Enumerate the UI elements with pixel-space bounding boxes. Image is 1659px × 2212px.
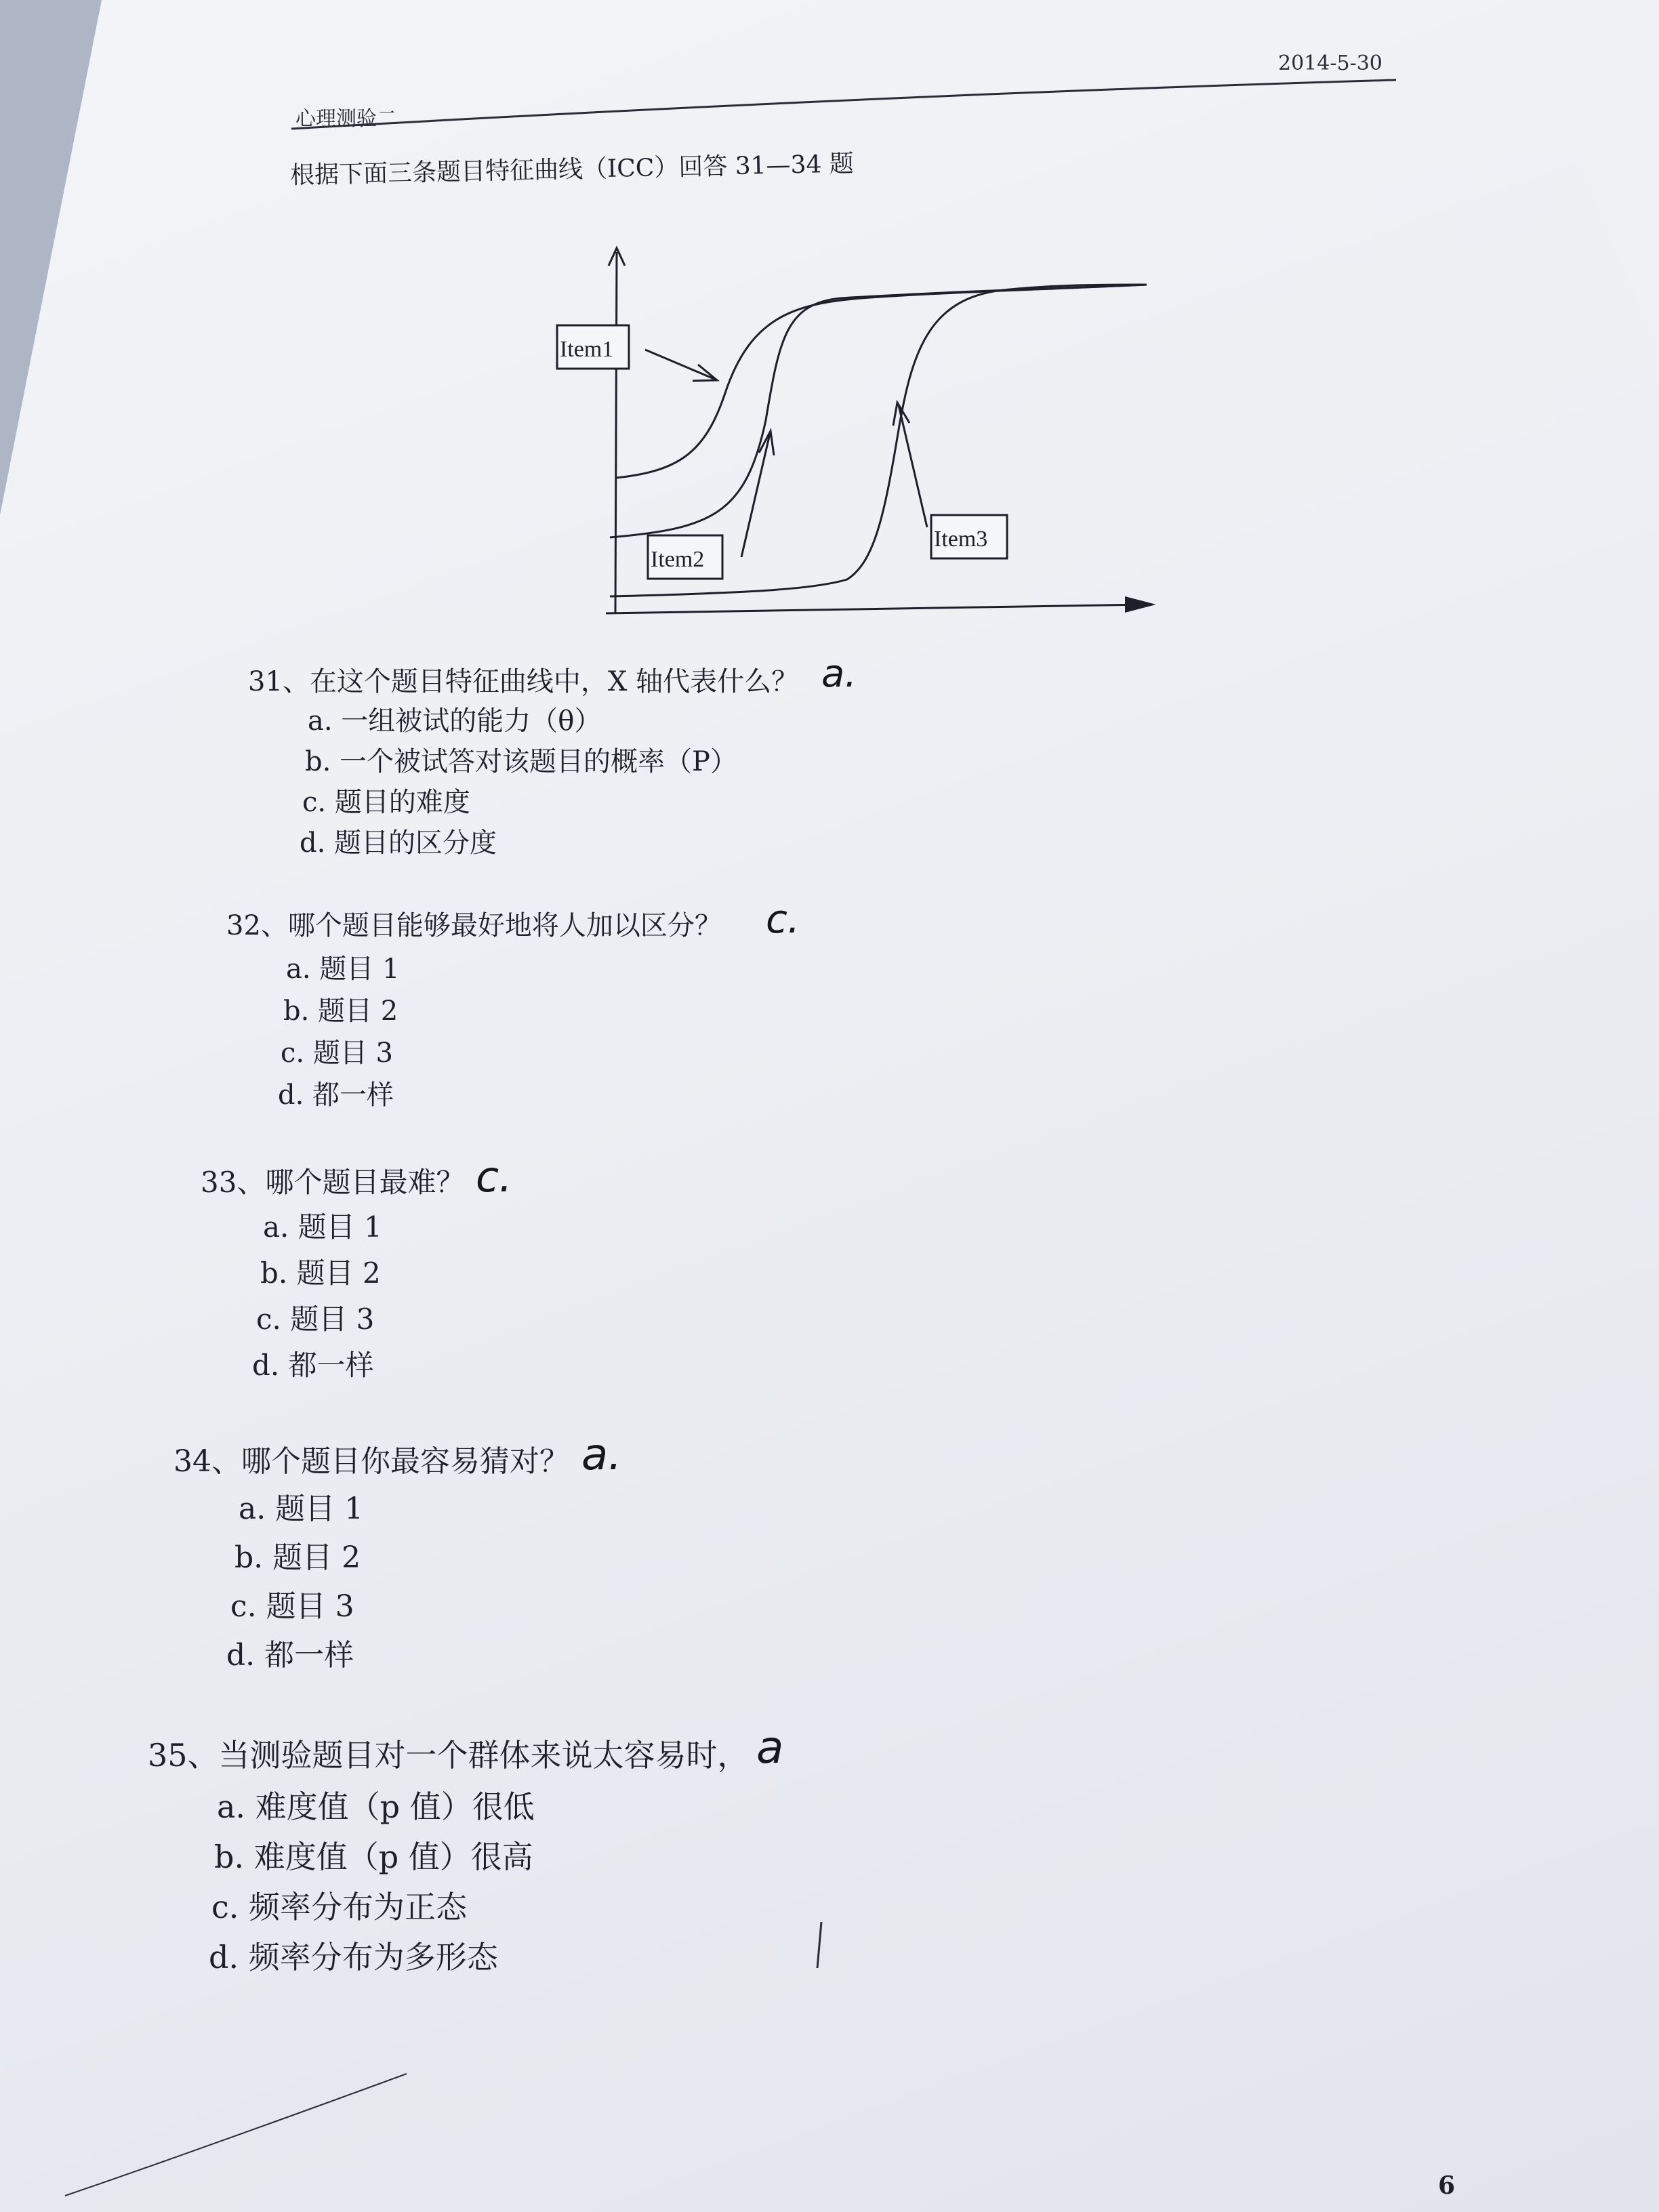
option-b: b. 题目 2 (283, 996, 398, 1027)
option-a: a. 题目 1 (239, 1492, 364, 1526)
option-b: b. 题目 2 (234, 1540, 361, 1575)
option-b: b. 题目 2 (260, 1256, 381, 1290)
option-d: d. 都一样 (278, 1080, 394, 1111)
option-a: a. 题目 1 (286, 954, 400, 985)
header-date: 2014-5-30 (1278, 52, 1382, 75)
option-d: d. 都一样 (252, 1349, 374, 1382)
option-a: a. 难度值（p 值）很低 (217, 1788, 535, 1825)
svg-text:Item3: Item3 (934, 527, 988, 552)
svg-text:Item1: Item1 (560, 337, 614, 362)
option-d: d. 频率分布为多形态 (209, 1939, 498, 1975)
header-title: 心理测验二 (295, 107, 397, 131)
option-c: c. 题目的难度 (302, 787, 470, 818)
option-a: a. 一组被试的能力（θ） (308, 705, 602, 737)
option-a: a. 题目 1 (263, 1210, 382, 1244)
page-number: 6 (1438, 2171, 1456, 2200)
option-d: d. 题目的区分度 (300, 827, 497, 859)
question-stem: 32、哪个题目能够最好地将人加以区分？ (226, 910, 722, 941)
svg-text:Item2: Item2 (651, 547, 705, 572)
option-b: b. 难度值（p 值）很高 (214, 1839, 533, 1875)
handwritten-answer: a (756, 1721, 784, 1774)
question-stem: 33、哪个题目最难？ (201, 1166, 465, 1199)
instruction-text: 根据下面三条题目特征曲线（ICC）回答 31—34 题 (289, 150, 855, 190)
question-stem: 34、哪个题目你最容易猜对？ (173, 1444, 569, 1479)
option-d: d. 都一样 (226, 1638, 354, 1673)
question-stem: 35、当测验题目对一个群体来说太容易时， (148, 1737, 749, 1774)
option-c: c. 题目 3 (281, 1038, 393, 1069)
handwritten-answer: c. (766, 896, 800, 942)
option-b: b. 一个被试答对该题目的概率（P） (305, 746, 737, 777)
option-c: c. 题目 3 (256, 1303, 375, 1336)
question-stem: 31、在这个题目特征曲线中，X 轴代表什么？ (248, 666, 799, 697)
handwritten-answer: c. (476, 1152, 512, 1202)
handwritten-answer: a. (581, 1430, 622, 1480)
handwritten-answer: a. (821, 652, 857, 696)
option-c: c. 题目 3 (230, 1589, 354, 1624)
option-c: c. 频率分布为正态 (211, 1889, 468, 1925)
